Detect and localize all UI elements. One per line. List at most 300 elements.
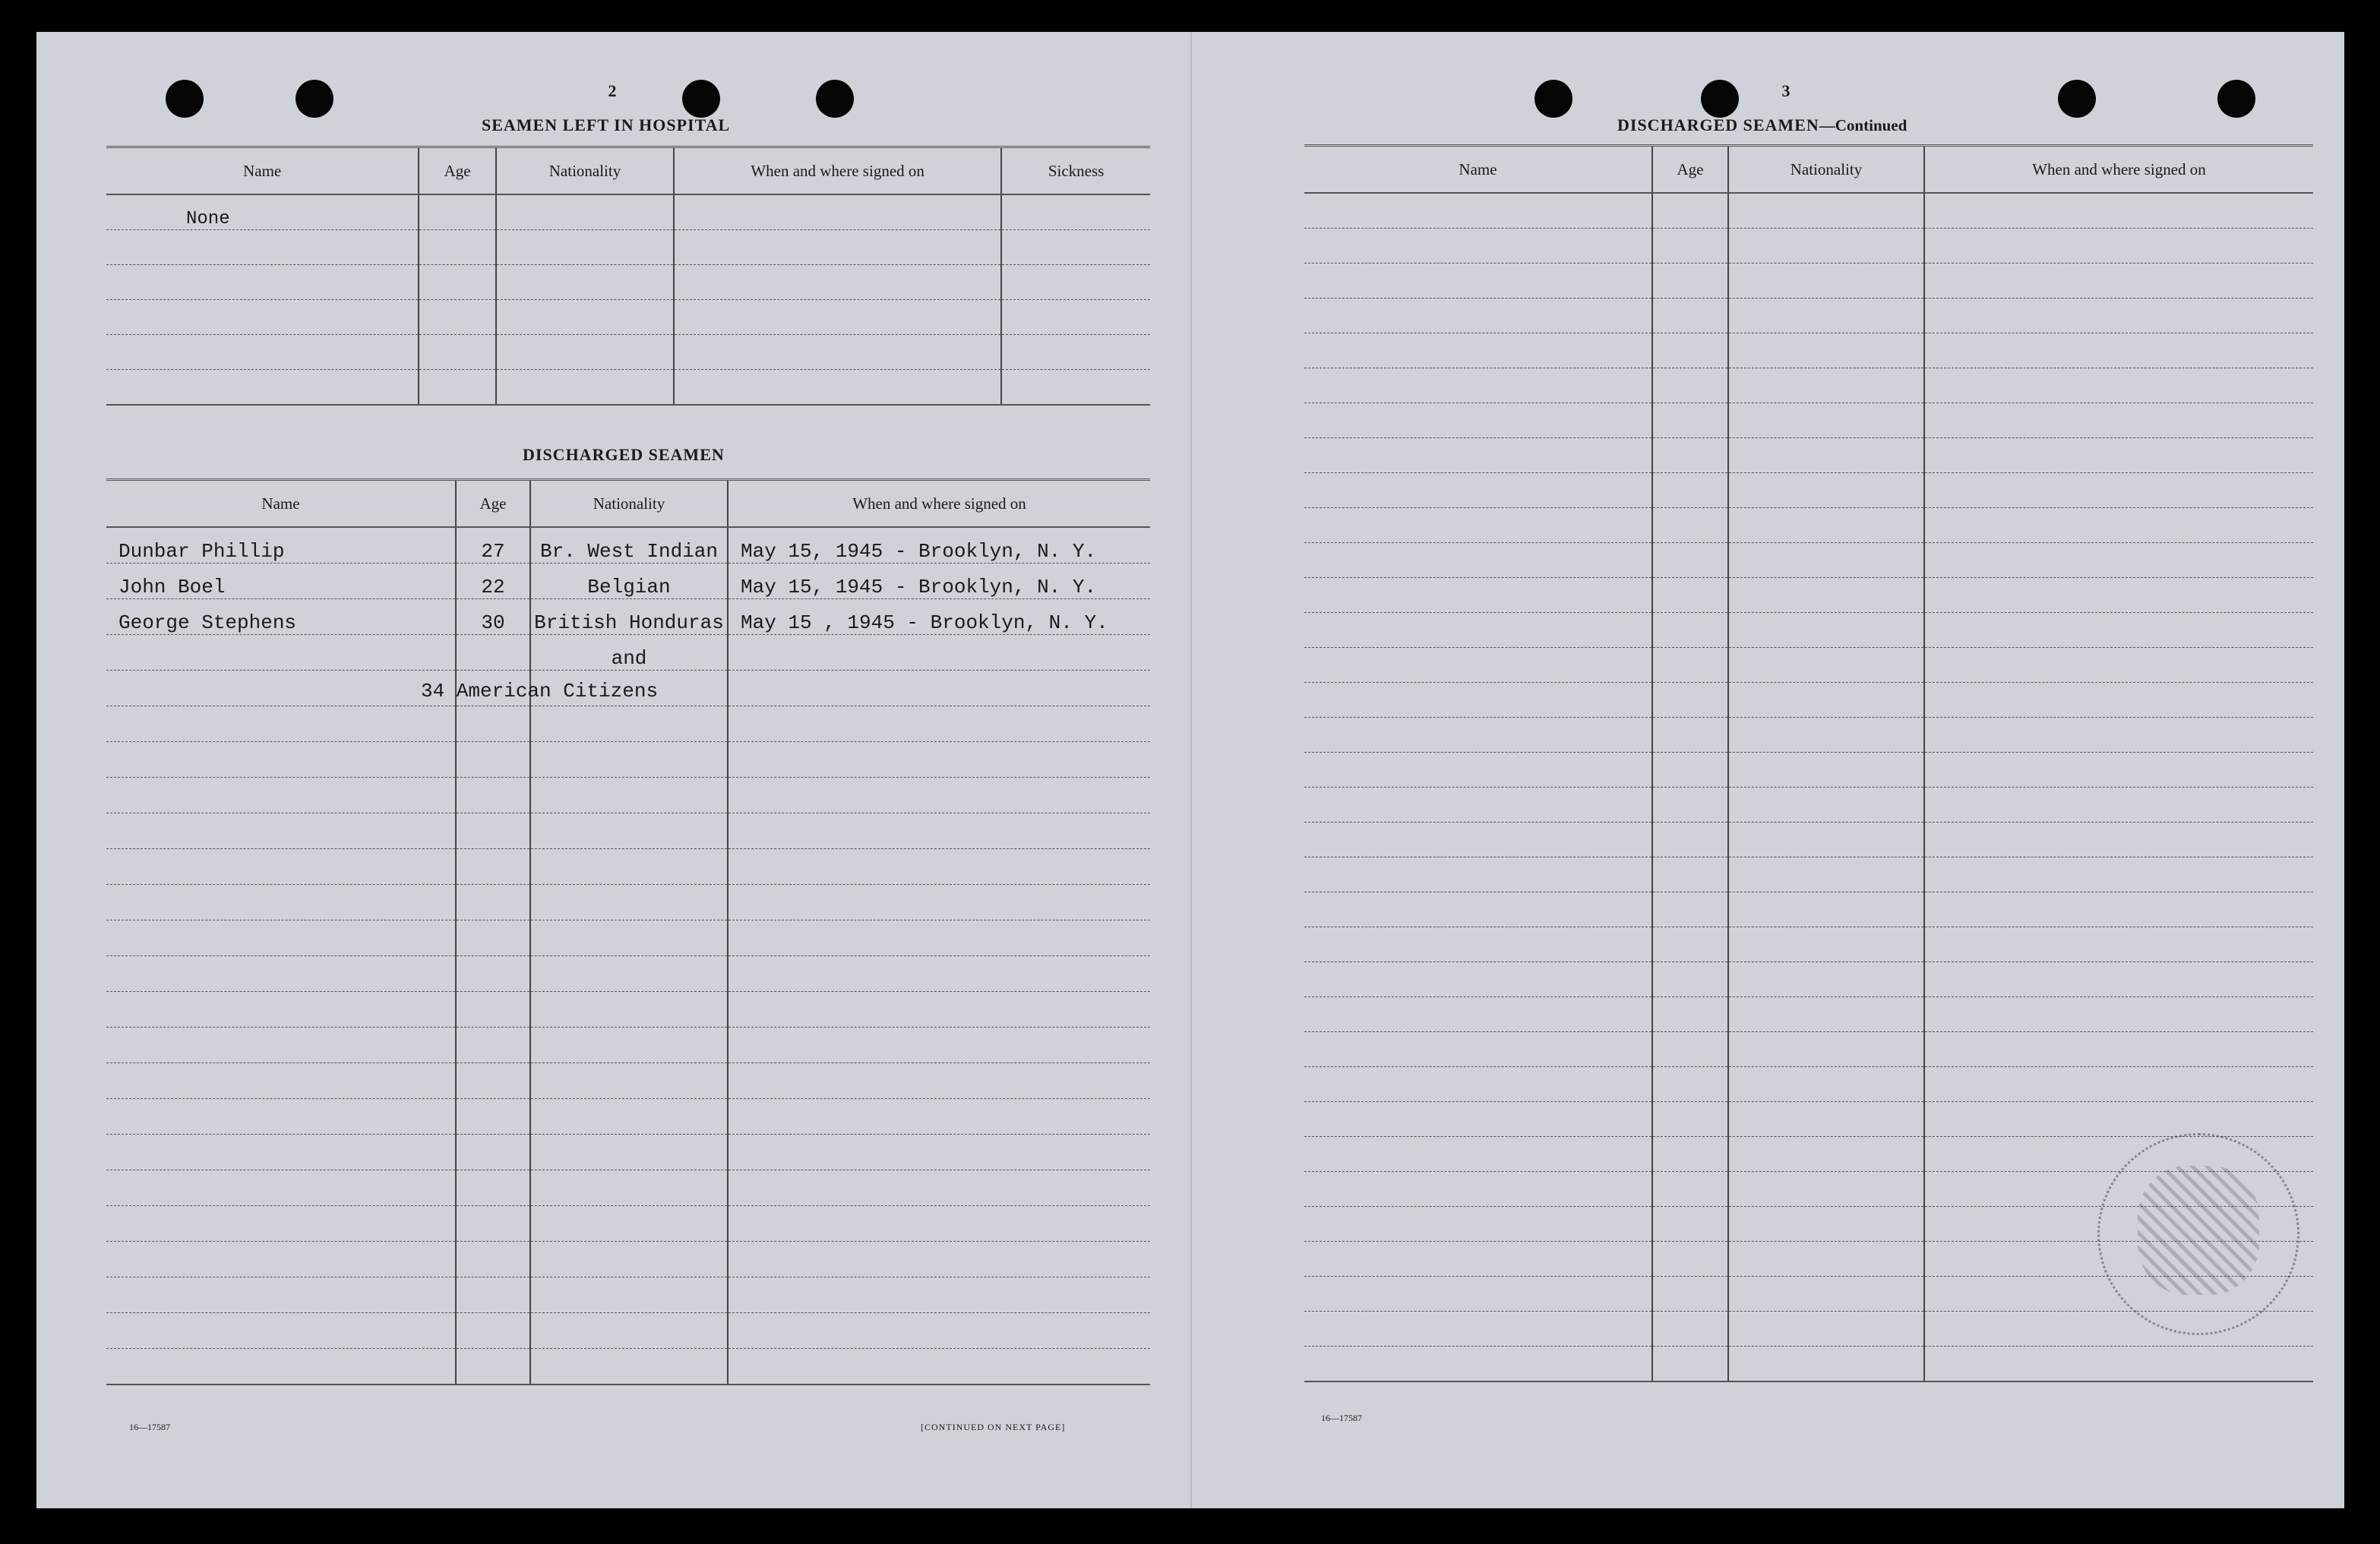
table-cell [728,920,1150,956]
table-cell: May 15 , 1945 - Brooklyn, N. Y. [728,599,1150,635]
table-cell [456,1313,530,1349]
table-cell [1728,892,1924,927]
table-row [106,635,1150,671]
table-row [1304,193,2313,229]
table-cell [530,778,728,813]
table-row [106,194,1150,230]
table-cell [1728,857,1924,892]
table-cell [728,1206,1150,1242]
summary-line: 34 American Citizens [421,680,659,703]
punch-hole [1701,80,1739,118]
table-cell [1924,683,2313,718]
table-cell [106,885,456,920]
table-cell [106,742,456,778]
table-row [106,1028,1150,1063]
table-row [106,599,1150,635]
document-sheet [36,32,2344,1508]
table-row [106,742,1150,778]
column-header: When and where signed on [674,147,1001,195]
table-cell [1924,543,2313,578]
table-cell [1652,1172,1728,1207]
table-cell [530,1063,728,1099]
table-cell: May 15, 1945 - Brooklyn, N. Y. [728,527,1150,564]
table-cell [1652,298,1728,333]
table-cell [530,706,728,742]
table-cell [1652,683,1728,718]
column-header: Age [419,147,496,195]
table-cell [106,778,456,813]
table-cell [1652,753,1728,788]
table-cell [419,300,496,335]
table-cell [1728,368,1924,403]
table-row [1304,683,2313,718]
table-cell [1924,892,2313,927]
table-cell [530,1206,728,1242]
table-cell [106,230,419,265]
table-cell [530,885,728,920]
table-cell [1924,438,2313,473]
table-cell [1304,1207,1652,1242]
table-cell [1924,1347,2313,1382]
table-cell [456,813,530,849]
table-cell [1304,857,1652,892]
table-cell [728,1063,1150,1099]
table-cell [1304,753,1652,788]
table-row [1304,962,2313,997]
table-cell [1652,1277,1728,1312]
table-row [106,1099,1150,1135]
table-row [106,671,1150,706]
table-cell [530,956,728,992]
table-cell [456,1135,530,1170]
table-cell [1728,823,1924,857]
table-cell [1652,997,1728,1032]
table-cell [1304,333,1652,368]
table-cell [530,992,728,1028]
table-cell [456,885,530,920]
table-cell [496,300,674,335]
table-cell [1728,997,1924,1032]
table-cell [1652,403,1728,438]
table-cell [1001,194,1150,230]
table-cell [1304,543,1652,578]
table-row [1304,264,2313,298]
table-row [106,706,1150,742]
table-cell: British Honduras [530,599,728,635]
table-cell [1924,508,2313,543]
table-cell [728,885,1150,920]
table-cell [1652,1102,1728,1137]
table-cell [1652,892,1728,927]
table-cell [1304,1347,1652,1382]
table-row [106,920,1150,956]
table-cell [1728,264,1924,298]
table-cell [1652,543,1728,578]
table-row [106,1170,1150,1206]
table-cell [1924,403,2313,438]
table-cell: 22 [456,564,530,599]
table-cell [1728,718,1924,753]
table-cell [456,778,530,813]
table-row [106,1063,1150,1099]
table-cell [1652,229,1728,264]
table-cell [1652,823,1728,857]
table-cell [1728,1102,1924,1137]
table-cell: None [106,194,419,230]
table-cell [106,706,456,742]
table-cell: Br. West Indian [530,527,728,564]
table-cell [106,813,456,849]
table-cell [1924,788,2313,823]
table-cell [106,635,456,671]
table-row [106,956,1150,992]
table-row [106,1135,1150,1170]
table-cell [1001,265,1150,300]
table-cell [1728,473,1924,508]
table-cell [1304,193,1652,229]
table-cell [1728,1067,1924,1102]
title-main: DISCHARGED SEAMEN [1617,115,1819,134]
table-cell [106,1170,456,1206]
table-row [106,265,1150,300]
column-header: Name [106,480,456,528]
table-cell: May 15, 1945 - Brooklyn, N. Y. [728,564,1150,599]
table-cell [1652,193,1728,229]
table-cell [530,742,728,778]
table-cell [1924,613,2313,648]
table-row [1304,823,2313,857]
table-cell [456,956,530,992]
table-cell [1304,1312,1652,1347]
table-cell [1652,1207,1728,1242]
table-cell [674,230,1001,265]
table-cell [1652,927,1728,962]
table-cell [674,265,1001,300]
table-cell [1304,473,1652,508]
table-cell [1728,1207,1924,1242]
table-cell [1924,648,2313,683]
table-cell [1924,193,2313,229]
table-row [106,778,1150,813]
table-cell [1728,927,1924,962]
discharged-continued-title [1617,115,1907,135]
table-cell [1304,1102,1652,1137]
table-cell [106,992,456,1028]
table-cell [1728,508,1924,543]
table-cell [1304,1067,1652,1102]
table-cell [456,1206,530,1242]
table-cell [1728,1312,1924,1347]
table-cell [1652,648,1728,683]
table-cell [1728,1277,1924,1312]
table-row [1304,613,2313,648]
table-cell [728,1349,1150,1385]
table-cell [1304,892,1652,927]
table-cell [106,335,419,370]
table-cell [106,1063,456,1099]
table-cell [530,1170,728,1206]
punch-hole [166,80,204,118]
table-cell [106,1313,456,1349]
table-cell [1652,1242,1728,1277]
table-cell [1652,333,1728,368]
column-header: Nationality [496,147,674,195]
table-cell [1304,718,1652,753]
table-cell [1652,857,1728,892]
table-cell [419,194,496,230]
table-cell [456,1099,530,1135]
table-cell [530,1028,728,1063]
page-3 [1190,32,2346,1508]
table-cell [1304,1032,1652,1067]
table-cell [1728,1137,1924,1172]
table-row [1304,1347,2313,1382]
table-row [106,370,1150,406]
table-row [1304,788,2313,823]
table-cell [728,635,1150,671]
table-cell [456,849,530,885]
table-row [106,1242,1150,1277]
table-cell [1304,229,1652,264]
table-cell [419,335,496,370]
table-row [1304,403,2313,438]
table-row [1304,718,2313,753]
table-cell [530,920,728,956]
table-cell [1652,1067,1728,1102]
table-cell [1728,1347,1924,1382]
table-cell [456,992,530,1028]
table-cell [530,813,728,849]
table-cell [1924,997,2313,1032]
table-cell: 30 [456,599,530,635]
table-cell: 27 [456,527,530,564]
table-cell [456,635,530,671]
table-cell [1304,1137,1652,1172]
table-cell [1652,1312,1728,1347]
table-cell [456,1242,530,1277]
table-cell [456,1063,530,1099]
table-row [106,885,1150,920]
column-header: Name [106,147,419,195]
table-cell [1304,264,1652,298]
table-cell [456,1170,530,1206]
table-cell [1728,298,1924,333]
table-cell [1304,613,1652,648]
table-cell [1652,438,1728,473]
table-cell: George Stephens [106,599,456,635]
table-cell [106,370,419,406]
table-cell [1924,962,2313,997]
table-cell [1728,193,1924,229]
table-cell [728,1028,1150,1063]
table-cell [496,335,674,370]
table-row [1304,997,2313,1032]
hospital-section-title: SEAMEN LEFT IN HOSPITAL [482,115,731,134]
table-row [106,849,1150,885]
table-row [1304,753,2313,788]
table-cell [1001,335,1150,370]
table-cell [1304,578,1652,613]
table-cell [1728,438,1924,473]
table-cell: John Boel [106,564,456,599]
table-cell [1652,962,1728,997]
table-row [106,300,1150,335]
table-cell [1304,997,1652,1032]
table-row [1304,333,2313,368]
table-cell [106,265,419,300]
table-cell [1728,1032,1924,1067]
table-cell [456,1349,530,1385]
page-number: 2 [608,81,617,100]
table-cell [456,706,530,742]
table-cell [496,265,674,300]
punch-hole [296,80,333,118]
continued-note: [CONTINUED ON NEXT PAGE] [921,1422,1066,1432]
table-cell [728,706,1150,742]
punch-hole [2217,80,2255,118]
table-cell [419,370,496,406]
title-continued: —Continued [1819,116,1907,134]
table-cell [456,1277,530,1313]
table-cell [456,1028,530,1063]
column-header: Name [1304,146,1652,194]
table-row [1304,508,2313,543]
table-row [106,813,1150,849]
table-cell [728,742,1150,778]
table-cell [1001,370,1150,406]
table-cell [530,1135,728,1170]
table-cell [106,671,659,706]
table-row [106,1277,1150,1313]
table-cell [728,1277,1150,1313]
table-cell [106,1277,456,1313]
table-cell [728,813,1150,849]
table-cell [1728,403,1924,438]
table-row [1304,1067,2313,1102]
table-cell [1652,718,1728,753]
table-cell [106,1349,456,1385]
table-cell [1728,1172,1924,1207]
punch-hole [1535,80,1572,118]
table-row [106,527,1150,564]
table-row [106,335,1150,370]
table-cell [1924,333,2313,368]
table-row [1304,648,2313,683]
table-cell [1652,1032,1728,1067]
table-row [106,1313,1150,1349]
table-cell [1924,823,2313,857]
form-number: 16—17587 [129,1422,170,1432]
table-cell [456,742,530,778]
table-cell [1924,229,2313,264]
table-row [106,1349,1150,1385]
table-cell [1304,438,1652,473]
page-2 [36,32,1190,1508]
column-header: Nationality [1728,146,1924,194]
table-cell [530,1242,728,1277]
table-cell [1304,1242,1652,1277]
table-cell [1924,753,2313,788]
table-cell [496,370,674,406]
table-cell [1728,683,1924,718]
table-cell [674,300,1001,335]
table-cell [1652,578,1728,613]
table-cell: Dunbar Phillip [106,527,456,564]
table-cell [419,265,496,300]
column-header: When and where signed on [728,480,1150,528]
table-cell [1924,264,2313,298]
table-cell [1924,718,2313,753]
postmark-stamp [2097,1133,2299,1335]
table-row [106,992,1150,1028]
table-cell [674,370,1001,406]
table-cell [1924,927,2313,962]
column-header: Age [456,480,530,528]
table-row [1304,1032,2313,1067]
table-cell [1652,508,1728,543]
table-cell [1304,368,1652,403]
table-cell [1924,857,2313,892]
column-header: Sickness [1001,147,1150,195]
table-cell [1304,962,1652,997]
table-cell [728,671,1150,706]
page-number: 3 [1781,81,1791,100]
table-cell [1001,230,1150,265]
table-cell [1728,613,1924,648]
table-cell [1304,683,1652,718]
table-cell [106,1242,456,1277]
table-cell [106,1135,456,1170]
table-cell [1924,298,2313,333]
table-cell [1728,962,1924,997]
table-cell [106,849,456,885]
table-row [1304,473,2313,508]
table-cell [728,1135,1150,1170]
table-row [1304,927,2313,962]
table-cell [1304,648,1652,683]
hospital-table [106,146,1150,406]
column-header: Age [1652,146,1728,194]
table-cell [106,920,456,956]
table-row [1304,298,2313,333]
table-cell [1304,508,1652,543]
table-cell [728,956,1150,992]
table-row [1304,438,2313,473]
table-cell [728,1170,1150,1206]
table-cell [1924,368,2313,403]
table-cell [1304,1172,1652,1207]
punch-hole [816,80,854,118]
table-cell [1304,403,1652,438]
table-row [1304,857,2313,892]
table-cell [1304,823,1652,857]
punch-hole [682,80,720,118]
table-cell [1728,333,1924,368]
table-cell [728,778,1150,813]
table-cell [674,194,1001,230]
column-header: Nationality [530,480,728,528]
table-cell [106,1028,456,1063]
table-cell [419,230,496,265]
table-cell: and [530,635,728,671]
table-cell [1001,300,1150,335]
table-cell [1728,1242,1924,1277]
table-row [1304,892,2313,927]
table-row [1304,543,2313,578]
table-cell [728,1242,1150,1277]
table-row [1304,1102,2313,1137]
table-cell [728,1099,1150,1135]
